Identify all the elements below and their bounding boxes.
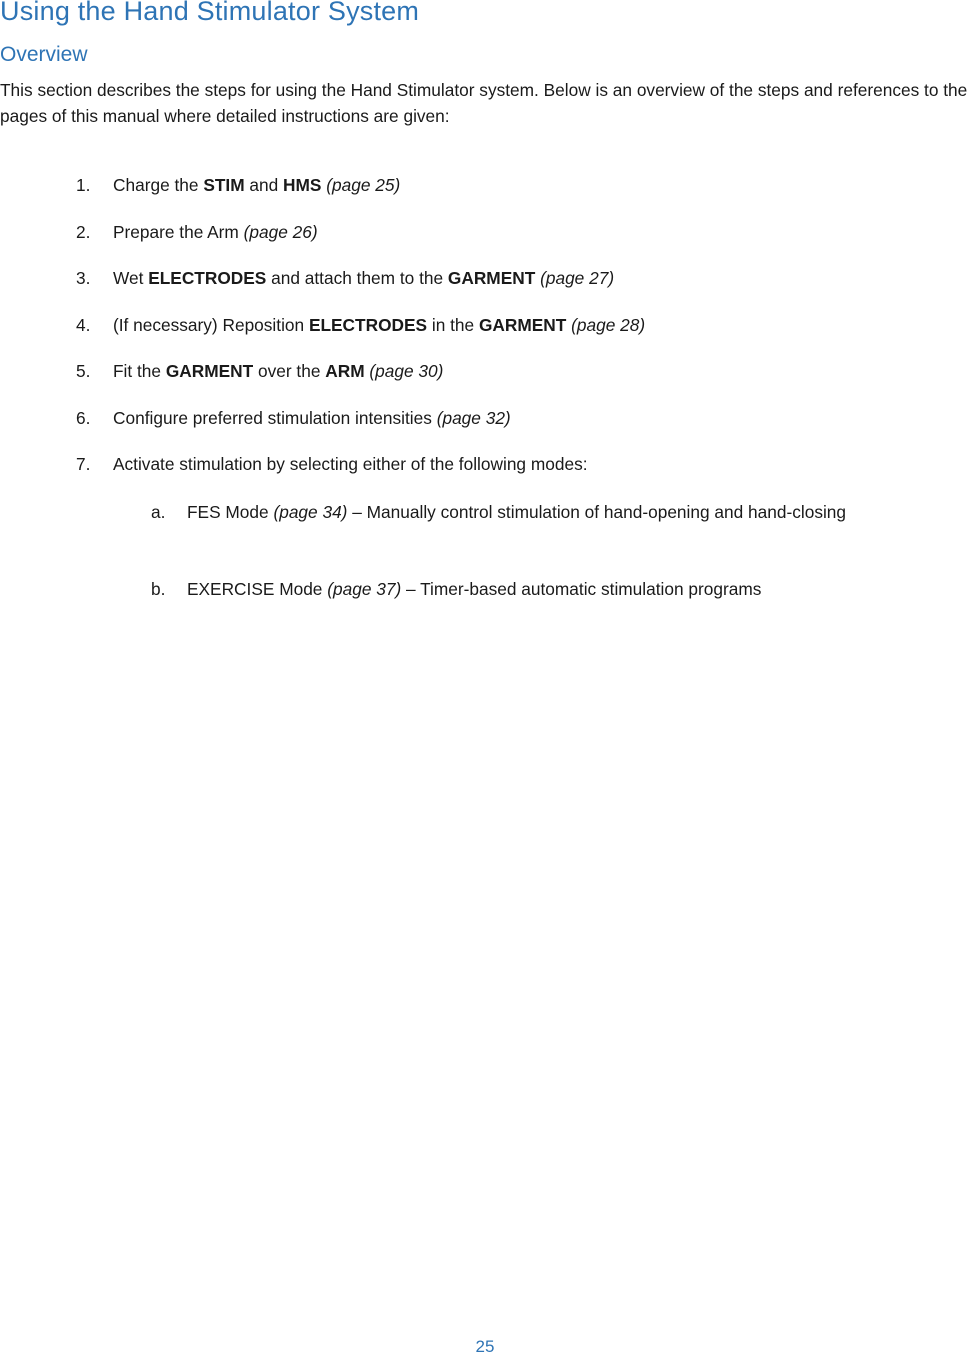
section-heading-overview: Overview: [0, 43, 88, 66]
page-reference: (page 34): [273, 501, 348, 522]
page-reference: (page 37): [327, 578, 402, 599]
mode-text: EXERCISE Mode (page 37) – Timer-based automatic stimulation programs: [187, 578, 762, 599]
page-number: 25: [475, 1337, 495, 1356]
page-title: Using the Hand Stimulator System: [0, 0, 420, 26]
mode-letter: b.: [151, 578, 166, 599]
step-number: 3.: [76, 268, 91, 288]
page-reference: (page 30): [369, 361, 444, 381]
step-number: 7.: [76, 454, 91, 474]
step-text: Configure preferred stimulation intensities (page 32): [113, 407, 511, 428]
page-reference: (page 26): [243, 221, 318, 242]
step-number: 1.: [76, 175, 91, 195]
term-garment: GARMENT: [478, 314, 567, 335]
steps-list: [0, 171, 970, 604]
step-item: [0, 171, 970, 218]
step-item: [0, 264, 970, 311]
term-garment: GARMENT: [447, 268, 536, 288]
step-item: [0, 450, 970, 497]
step-item: [0, 357, 970, 404]
step-number: 5.: [76, 361, 91, 381]
intro-paragraph: This section describes the steps for using the Hand Stimulator system. Below is an overview of the steps and references to the pages of this manual where detailed instructions are given:: [0, 80, 968, 126]
mode-item-exercise: [0, 574, 970, 604]
term-stim: STIM: [203, 175, 245, 195]
step-text: Fit the GARMENT over the ARM (page 30): [113, 361, 444, 381]
page-reference: (page 32): [436, 407, 511, 428]
step-item: [0, 218, 970, 265]
page-reference: (page 27): [540, 268, 615, 288]
mode-letter: a.: [151, 501, 166, 522]
step-number: 6.: [76, 407, 91, 428]
term-hms: HMS: [283, 175, 322, 195]
page-reference: (page 25): [326, 175, 401, 195]
term-garment: GARMENT: [165, 361, 254, 381]
term-electrodes: ELECTRODES: [148, 268, 267, 288]
step-number: 4.: [76, 314, 91, 335]
step-text: Prepare the Arm (page 26): [113, 221, 318, 242]
step-text: Wet ELECTRODES and attach them to the GARMENT (page 27): [113, 268, 615, 288]
step-item: [0, 404, 970, 451]
mode-item-fes: [0, 497, 970, 574]
step-text: Activate stimulation by selecting either of the following modes:: [113, 454, 588, 474]
mode-text: FES Mode (page 34) – Manually control stimulation of hand-opening and hand-closing: [187, 501, 847, 522]
page-reference: (page 28): [571, 314, 646, 335]
step-text: (If necessary) Reposition ELECTRODES in the GARMENT (page 28): [113, 314, 646, 335]
step-text: Charge the STIM and HMS (page 25): [113, 175, 401, 195]
term-arm: ARM: [325, 361, 365, 381]
step-number: 2.: [76, 221, 91, 242]
step-item: [0, 311, 970, 358]
term-electrodes: ELECTRODES: [308, 314, 428, 335]
